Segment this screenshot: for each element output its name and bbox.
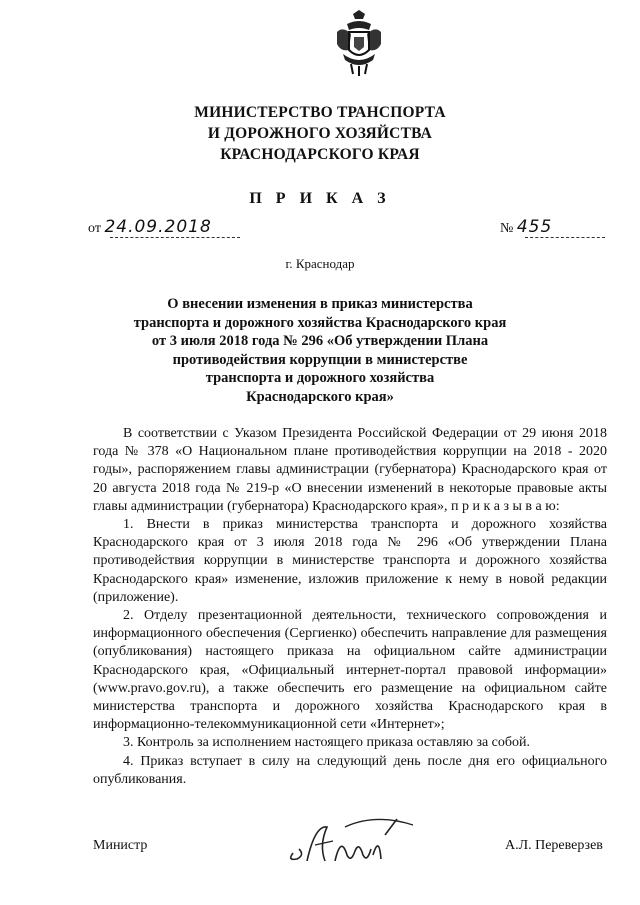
order-date [88,217,212,237]
coat-of-arms-emblem [333,10,385,76]
number-prefix: № [500,221,514,236]
city: г. Краснодар [285,256,355,271]
subject-line-1: О внесении изменения в приказ министерства [167,296,473,312]
signer-name: А.Л. Переверзев [505,838,603,853]
item-2-paragraph: 2. Отделу презентационной деятельности, технического сопровождения и информационного обеспечения (Сергиенко) обеспечить направление для размещения (опубликования) настоящего приказа на официальном сайте администрации Краснодарского края, «Официальный интернет-портал правовой информации» (www.pravo.gov.ru), а также обеспечить его размещение на официальном сайте министерства транспорта и дорожного хозяйства Краснодарского края в информационно-телекоммуникационной сети «Интернет»; [93,608,607,733]
item-3-paragraph: 3. Контроль за исполнением настоящего приказа оставляю за собой. [123,735,531,751]
date-underline [110,237,240,238]
subject-line-5: транспорта и дорожного хозяйства [205,370,435,386]
date-prefix: от [88,221,101,236]
item-1-paragraph: 1. Внести в приказ министерства транспорта и дорожного хозяйства Краснодарского края от 3 июля 2018 года № 296 «Об утверждении Плана противодействия коррупции в министерстве транспорта и дорожного хозяйства Краснодарского края» изменение, изложив приложение к нему в новой редакции (приложение). [93,517,607,605]
preamble-paragraph: В соответствии с Указом Президента Российской Федерации от 29 июня 2018 года № 378 «О Национальном плане противодействия коррупции на 2018 - 2020 годы», распоряжением главы администрации (губернатора) Краснодарского края от 20 августа 2018 года № 219-р «О внесении изменений в некоторые правовые акты главы администрации (губернатора) Краснодарского края», п р и к а з ы в а ю: [93,426,607,514]
ministry-name [0,102,640,165]
subject-line-4: противодействия коррупции в министерстве [172,351,468,368]
number-value: 455 [516,217,553,237]
signer-role: Министр [93,838,148,853]
ministry-line-2: И ДОРОЖНОГО ХОЗЯЙСТВА [207,125,433,142]
item-4-paragraph: 4. Приказ вступает в силу на следующий день после дня его официального опубликования. [93,753,607,787]
handwritten-signature [285,805,425,875]
order-number [500,217,552,237]
subject-line-6: Краснодарского края» [246,388,394,405]
date-value: 24.09.2018 [104,217,212,237]
subject-line-3: от 3 июля 2018 года № 296 «Об утверждении Плана [151,333,489,349]
ministry-line-3: КРАСНОДАРСКОГО КРАЯ [220,146,420,163]
order-subject [0,295,640,406]
number-underline [525,237,605,238]
subject-line-2: транспорта и дорожного хозяйства Краснодарского края [133,314,507,331]
order-title: П Р И К А З [249,190,391,207]
ministry-line-1: МИНИСТЕРСТВО ТРАНСПОРТА [194,104,446,121]
order-body [93,425,607,789]
